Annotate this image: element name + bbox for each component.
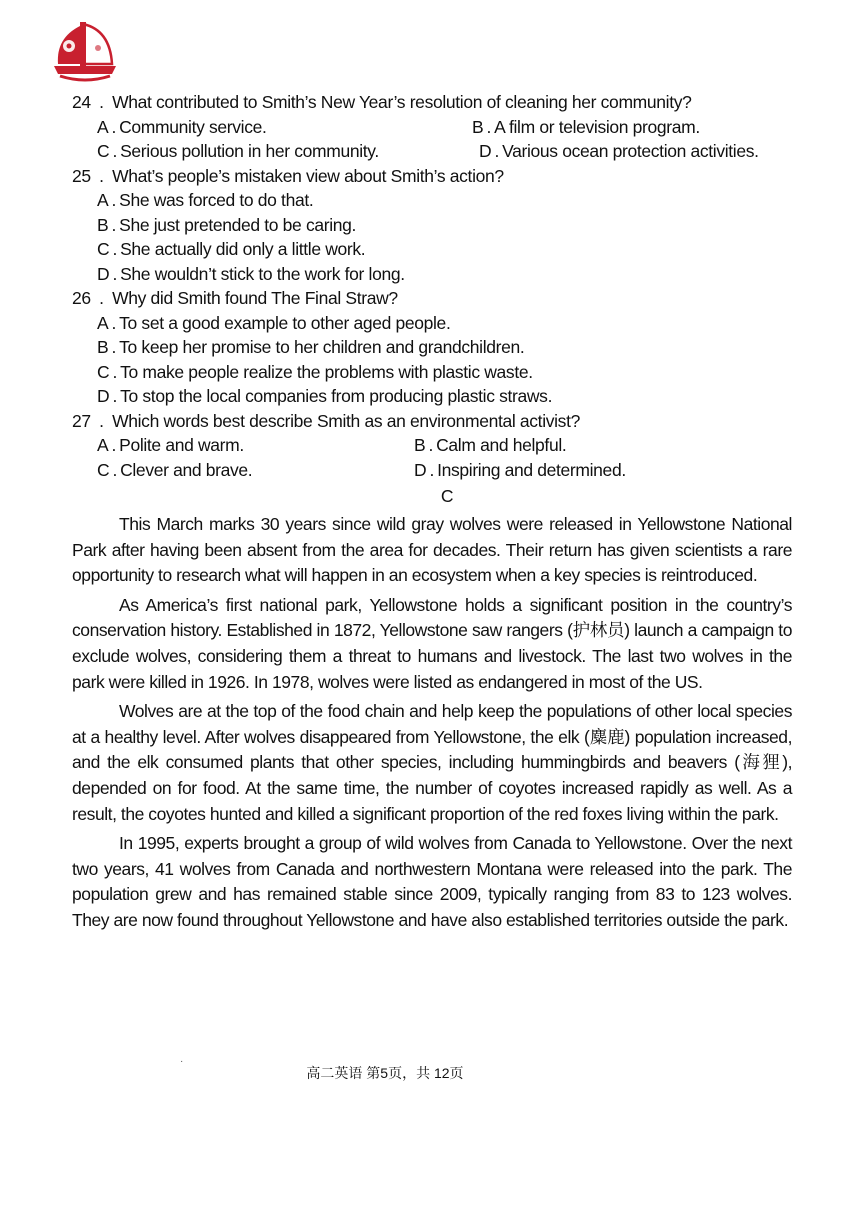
- question-27-options-row-2: [72, 458, 792, 483]
- passage-paragraph-2: As America’s first national park, Yellowstone holds a significant position in the country’s conservation history. Established in 1872, Yellowstone saw rangers (护林员) launch a campaign to exclude wolves, considering them a threat to humans and livestock. The last two wolves in the park were killed in 1926. In 1978, wolves were listed as endangered in most of the US.: [72, 594, 792, 692]
- option-25-b: B . She just pretended to be caring.: [97, 214, 357, 235]
- school-crest-logo-icon: [50, 18, 120, 86]
- option-25-a: A . She was forced to do that.: [97, 190, 314, 210]
- option-26-b: B . To keep her promise to her children and grandchildren.: [97, 337, 525, 357]
- question-24-options-row-2: [72, 139, 792, 164]
- section-heading-c: C: [440, 486, 454, 506]
- question-26-stem: 26 . Why did Smith found The Final Straw?: [72, 288, 398, 308]
- option-24-b: B . A film or television program.: [472, 116, 700, 137]
- question-24-options-row-1: [72, 115, 792, 140]
- option-24-d: D . Various ocean protection activities.: [479, 141, 759, 161]
- option-27-d: D . Inspiring and determined.: [414, 459, 626, 480]
- option-27-c: C . Clever and brave.: [97, 459, 253, 480]
- option-25-d: D . She wouldn’t stick to the work for long.: [97, 263, 405, 284]
- passage-paragraph-4: In 1995, experts brought a group of wild wolves from Canada to Yellowstone. Over the next two years, 41 wolves from Canada and northwestern Montana were released into the park. The population grew and has remained stable since 2009, typically ranging from 83 to 123 wolves. They are now found throughout Yellowstone and have also established territories outside the park.: [72, 833, 792, 930]
- stray-dot: ·: [180, 1056, 184, 1067]
- option-25-c: C . She actually did only a little work.: [97, 239, 366, 259]
- option-24-a: A . Community service.: [97, 116, 267, 137]
- question-27-options-row-1: [72, 433, 792, 458]
- option-26-c: C . To make people realize the problems with plastic waste.: [97, 361, 533, 382]
- question-24-stem: 24 . What contributed to Smith’s New Year’s resolution of cleaning her community?: [72, 92, 692, 112]
- option-24-c: C . Serious pollution in her community.: [97, 141, 379, 161]
- option-27-a: A . Polite and warm.: [97, 435, 244, 455]
- passage-paragraph-3: Wolves are at the top of the food chain and help keep the populations of other local species at a healthy level. After wolves disappeared from Yellowstone, the elk (麋鹿) population increased, and the elk consumed plants that other species, including hummingbirds and beavers (海狸), depended on for food. At the same time, the number of coyotes increased rapidly as well. As a result, the coyotes hunted and killed a significant proportion of the red foxes living within the park.: [72, 701, 792, 824]
- question-25-stem: 25 . What’s people’s mistaken view about Smith’s action?: [72, 165, 504, 186]
- exam-page-content: [72, 90, 792, 938]
- passage-paragraph-1: This March marks 30 years since wild gray wolves were released in Yellowstone National Park after having been absent from the area for decades. Their return has given scientists a rare opportunity to research what will happen in an ecosystem when a key species is reintroduced.: [72, 514, 792, 586]
- page-footer: 高二英语 第5页，共 12页: [306, 1065, 464, 1081]
- option-27-b: B . Calm and helpful.: [414, 435, 567, 455]
- option-26-d: D . To stop the local companies from producing plastic straws.: [97, 386, 553, 406]
- option-26-a: A . To set a good example to other aged people.: [97, 312, 451, 333]
- question-27-stem: 27 . Which words best describe Smith as an environmental activist?: [72, 410, 580, 431]
